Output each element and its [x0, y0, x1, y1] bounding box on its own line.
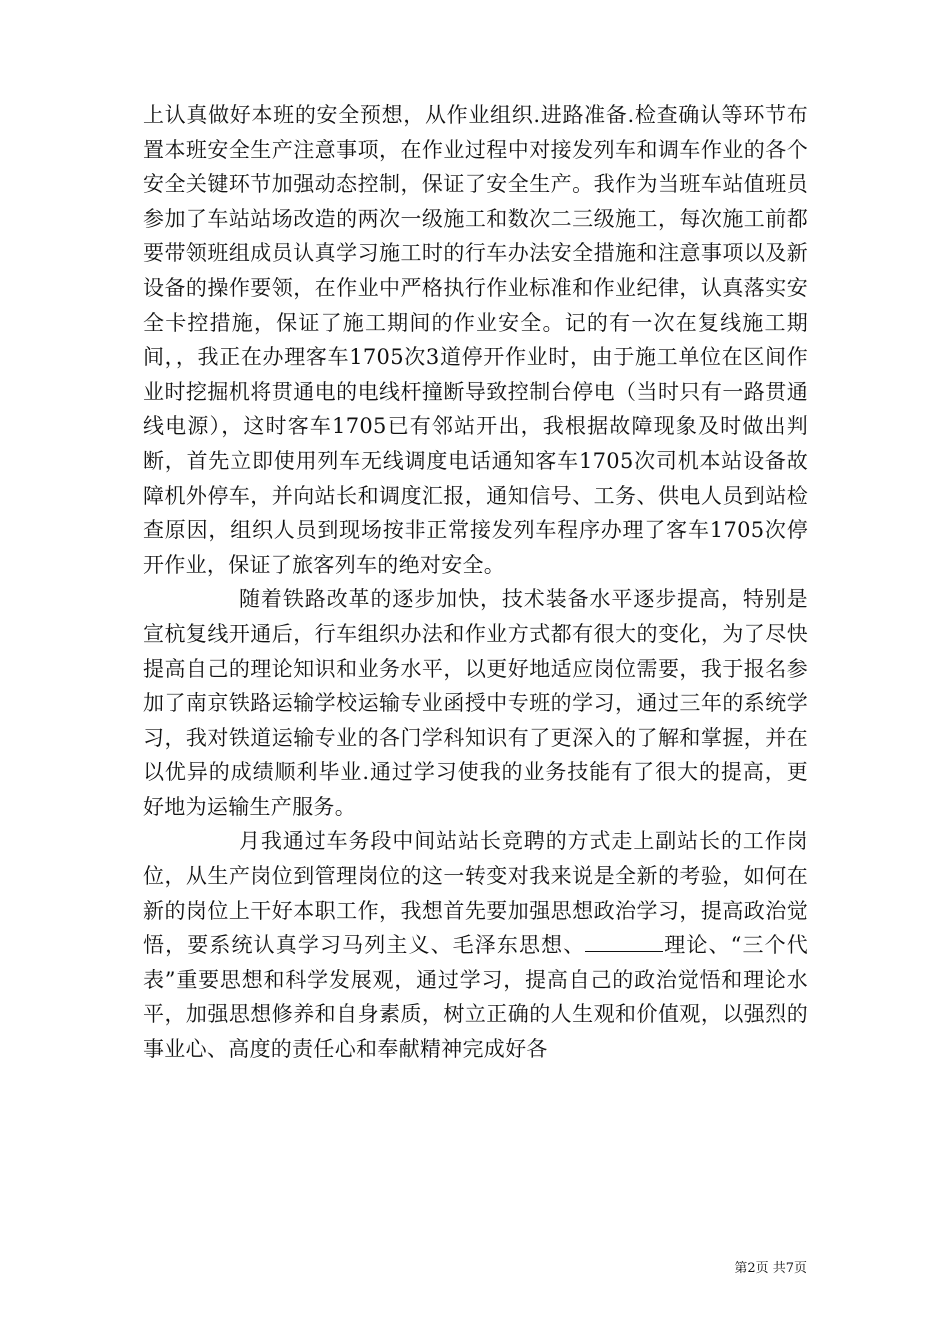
paragraph-3-part-2: 理论、“三个代表”重要思想和科学发展观，通过学习，提高自己的政治觉悟和理论水平，加强思想修养和自身素质，树立正确的人生观和价值观，以强烈的事业心、高度的责任心和奉献精神完成好各	[143, 933, 809, 1062]
fill-in-blank	[585, 933, 663, 952]
paragraph-2: 随着铁路改革的逐步加快，技术装备水平逐步提高，特别是宣杭复线开通后，行车组织办法和作业方式都有很大的变化，为了尽快提高自己的理论知识和业务水平，以更好地适应岗位需要，我于报名参加了南京铁路运输学校运输专业函授中专班的学习，通过三年的系统学习，我对铁道运输专业的各门学科知识有了更深入的了解和掌握，并在以优异的成绩顺利毕业.通过学习使我的业务技能有了很大的提高，更好地为运输生产服务。	[143, 587, 808, 819]
document-page	[143, 98, 808, 1067]
paragraph-3	[143, 824, 808, 1066]
paragraph-3-part-1: 月我通过车务段中间站站长竞聘的方式走上副站长的工作岗位，从生产岗位到管理岗位的这一转变对我来说是全新的考验，如何在新的岗位上干好本职工作，我想首先要加强思想政治学习，提高政治觉悟，要系统认真学习马列主义、毛泽东思想、	[143, 829, 808, 958]
paragraph-1: 上认真做好本班的安全预想，从作业组织.进路准备.检查确认等环节布置本班安全生产注意事项，在作业过程中对接发列车和调车作业的各个安全关键环节加强动态控制，保证了安全生产。我作为当班车站值班员参加了车站站场改造的两次一级施工和数次二三级施工，每次施工前都要带领班组成员认真学习施工时的行车办法安全措施和注意事项以及新设备的操作要领，在作业中严格执行作业标准和作业纪律，认真落实安全卡控措施，保证了施工期间的作业安全。记的有一次在复线施工期间，，我正在办理客车1705次3道停开作业时，由于施工单位在区间作业时挖掘机将贯通电的电线杆撞断导致控制台停电（当时只有一路贯通线电源），这时客车1705已有邻站开出，我根据故障现象及时做出判断，首先立即使用列车无线调度电话通知客车1705次司机本站设备故障机外停车，并向站长和调度汇报，通知信号、工务、供电人员到站检查原因，组织人员到现场按非正常接发列车程序办理了客车1705次停开作业，保证了旅客列车的绝对安全。	[143, 103, 808, 577]
page-number-footer: 第2页 共7页	[734, 1261, 807, 1276]
